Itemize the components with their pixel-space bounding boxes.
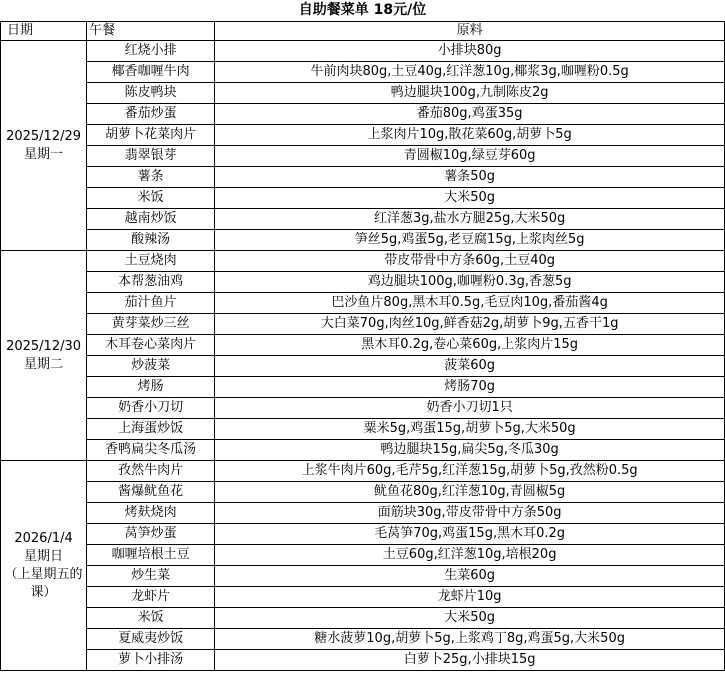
dish-ingredients: 番茄80g,鸡蛋35g	[215, 104, 725, 125]
table-row	[1, 62, 725, 83]
dish-name: 椰香咖喱牛肉	[87, 62, 215, 83]
day-date: 2025/12/29	[6, 128, 82, 144]
header-row	[1, 22, 725, 41]
dish-name: 炒菠菜	[87, 356, 215, 377]
dish-name: 酸辣汤	[87, 230, 215, 251]
dish-name: 越南炒饭	[87, 209, 215, 230]
dish-ingredients: 黑木耳0.2g,卷心菜60g,上浆肉片15g	[215, 335, 725, 356]
dish-ingredients: 糖水菠萝10g,胡萝卜5g,上浆鸡丁8g,鸡蛋5g,大米50g	[215, 629, 725, 650]
dish-name: 米饭	[87, 608, 215, 629]
dish-name: 孜然牛肉片	[87, 461, 215, 482]
day-date-cell	[1, 251, 87, 461]
dish-ingredients: 上浆牛肉片60g,毛芹5g,红洋葱15g,胡萝卜5g,孜然粉0.5g	[215, 461, 725, 482]
dish-ingredients: 龙虾片10g	[215, 587, 725, 608]
table-row	[1, 461, 725, 482]
table-row	[1, 482, 725, 503]
dish-name: 萝卜小排汤	[87, 650, 215, 671]
table-row	[1, 419, 725, 440]
day-date: 2026/1/4	[14, 530, 73, 546]
dish-name: 夏威夷炒饭	[87, 629, 215, 650]
dish-ingredients: 青圆椒10g,绿豆芽60g	[215, 146, 725, 167]
dish-ingredients: 面筋块30g,带皮带骨中方条50g	[215, 503, 725, 524]
dish-ingredients: 上浆肉片10g,散花菜60g,胡萝卜5g	[215, 125, 725, 146]
dish-ingredients: 奶香小刀切1只	[215, 398, 725, 419]
dish-name: 香鸭扁尖冬瓜汤	[87, 440, 215, 461]
dish-name: 炒生菜	[87, 566, 215, 587]
dish-name: 咖喱培根土豆	[87, 545, 215, 566]
dish-ingredients: 红洋葱3g,盐水方腿25g,大米50g	[215, 209, 725, 230]
table-row	[1, 293, 725, 314]
dish-ingredients: 烤肠70g	[215, 377, 725, 398]
dish-name: 薯条	[87, 167, 215, 188]
table-row	[1, 146, 725, 167]
dish-name: 黄芽菜炒三丝	[87, 314, 215, 335]
dish-ingredients: 带皮带骨中方条60g,土豆40g	[215, 251, 725, 272]
dish-name: 本帮葱油鸡	[87, 272, 215, 293]
dish-ingredients: 鸡边腿块100g,咖喱粉0.3g,香葱5g	[215, 272, 725, 293]
table-row	[1, 272, 725, 293]
table-row	[1, 587, 725, 608]
dish-name: 酱爆鱿鱼花	[87, 482, 215, 503]
table-row	[1, 335, 725, 356]
dish-name: 龙虾片	[87, 587, 215, 608]
dish-name: 上海蛋炒饭	[87, 419, 215, 440]
table-row	[1, 41, 725, 62]
table-row	[1, 377, 725, 398]
dish-ingredients: 牛前肉块80g,土豆40g,红洋葱10g,椰浆3g,咖喱粉0.5g	[215, 62, 725, 83]
dish-ingredients: 薯条50g	[215, 167, 725, 188]
dish-name: 米饭	[87, 188, 215, 209]
table-row	[1, 230, 725, 251]
title-row	[1, 0, 725, 22]
dish-ingredients: 生菜60g	[215, 566, 725, 587]
table-row	[1, 566, 725, 587]
table-row	[1, 125, 725, 146]
dish-ingredients: 大白菜70g,肉丝10g,鲜香菇2g,胡萝卜9g,五香干1g	[215, 314, 725, 335]
table-row	[1, 650, 725, 671]
day-weekday: 星期二	[24, 356, 64, 372]
dish-name: 土豆烧肉	[87, 251, 215, 272]
dish-name: 烤肠	[87, 377, 215, 398]
dish-ingredients: 巴沙鱼片80g,黑木耳0.5g,毛豆肉10g,番茄酱4g	[215, 293, 725, 314]
day-date: 2025/12/30	[6, 338, 82, 354]
dish-ingredients: 毛莴笋70g,鸡蛋15g,黑木耳0.2g	[215, 524, 725, 545]
header-ingredients: 原料	[215, 22, 725, 41]
day-date-cell	[1, 41, 87, 251]
dish-name: 烤麸烧肉	[87, 503, 215, 524]
dish-ingredients: 鸭边腿块100g,九制陈皮2g	[215, 83, 725, 104]
table-row	[1, 629, 725, 650]
dish-name: 木耳卷心菜肉片	[87, 335, 215, 356]
dish-name: 胡萝卜花菜肉片	[87, 125, 215, 146]
menu-title: 自助餐菜单 18元/位	[1, 0, 725, 22]
table-row	[1, 167, 725, 188]
day-note: （上星期五的课）	[4, 566, 83, 600]
dish-ingredients: 大米50g	[215, 608, 725, 629]
table-row	[1, 608, 725, 629]
dish-name: 陈皮鸭块	[87, 83, 215, 104]
dish-name: 翡翠银芽	[87, 146, 215, 167]
dish-name: 奶香小刀切	[87, 398, 215, 419]
dish-name: 茄汁鱼片	[87, 293, 215, 314]
dish-ingredients: 鱿鱼花80g,红洋葱10g,青圆椒5g	[215, 482, 725, 503]
dish-ingredients: 土豆60g,红洋葱10g,培根20g	[215, 545, 725, 566]
dish-ingredients: 鸭边腿块15g,扁尖5g,冬瓜30g	[215, 440, 725, 461]
header-date: 日期	[1, 22, 87, 41]
day-weekday: 星期一	[24, 146, 64, 162]
dish-ingredients: 小排块80g	[215, 41, 725, 62]
day-date-cell	[1, 461, 87, 671]
table-row	[1, 209, 725, 230]
dish-name: 红烧小排	[87, 41, 215, 62]
table-row	[1, 188, 725, 209]
table-row	[1, 398, 725, 419]
dish-ingredients: 白萝卜25g,小排块15g	[215, 650, 725, 671]
table-row	[1, 545, 725, 566]
header-lunch: 午餐	[87, 22, 215, 41]
table-row	[1, 314, 725, 335]
table-row	[1, 440, 725, 461]
dish-ingredients: 大米50g	[215, 188, 725, 209]
dish-name: 莴笋炒蛋	[87, 524, 215, 545]
dish-ingredients: 菠菜60g	[215, 356, 725, 377]
dish-ingredients: 笋丝5g,鸡蛋5g,老豆腐15g,上浆肉丝5g	[215, 230, 725, 251]
table-row	[1, 83, 725, 104]
dish-ingredients: 粟米5g,鸡蛋15g,胡萝卜5g,大米50g	[215, 419, 725, 440]
table-row	[1, 104, 725, 125]
table-row	[1, 356, 725, 377]
day-weekday: 星期日	[24, 548, 64, 564]
dish-name: 番茄炒蛋	[87, 104, 215, 125]
table-row	[1, 503, 725, 524]
menu-body	[1, 0, 725, 671]
table-row	[1, 251, 725, 272]
table-row	[1, 524, 725, 545]
